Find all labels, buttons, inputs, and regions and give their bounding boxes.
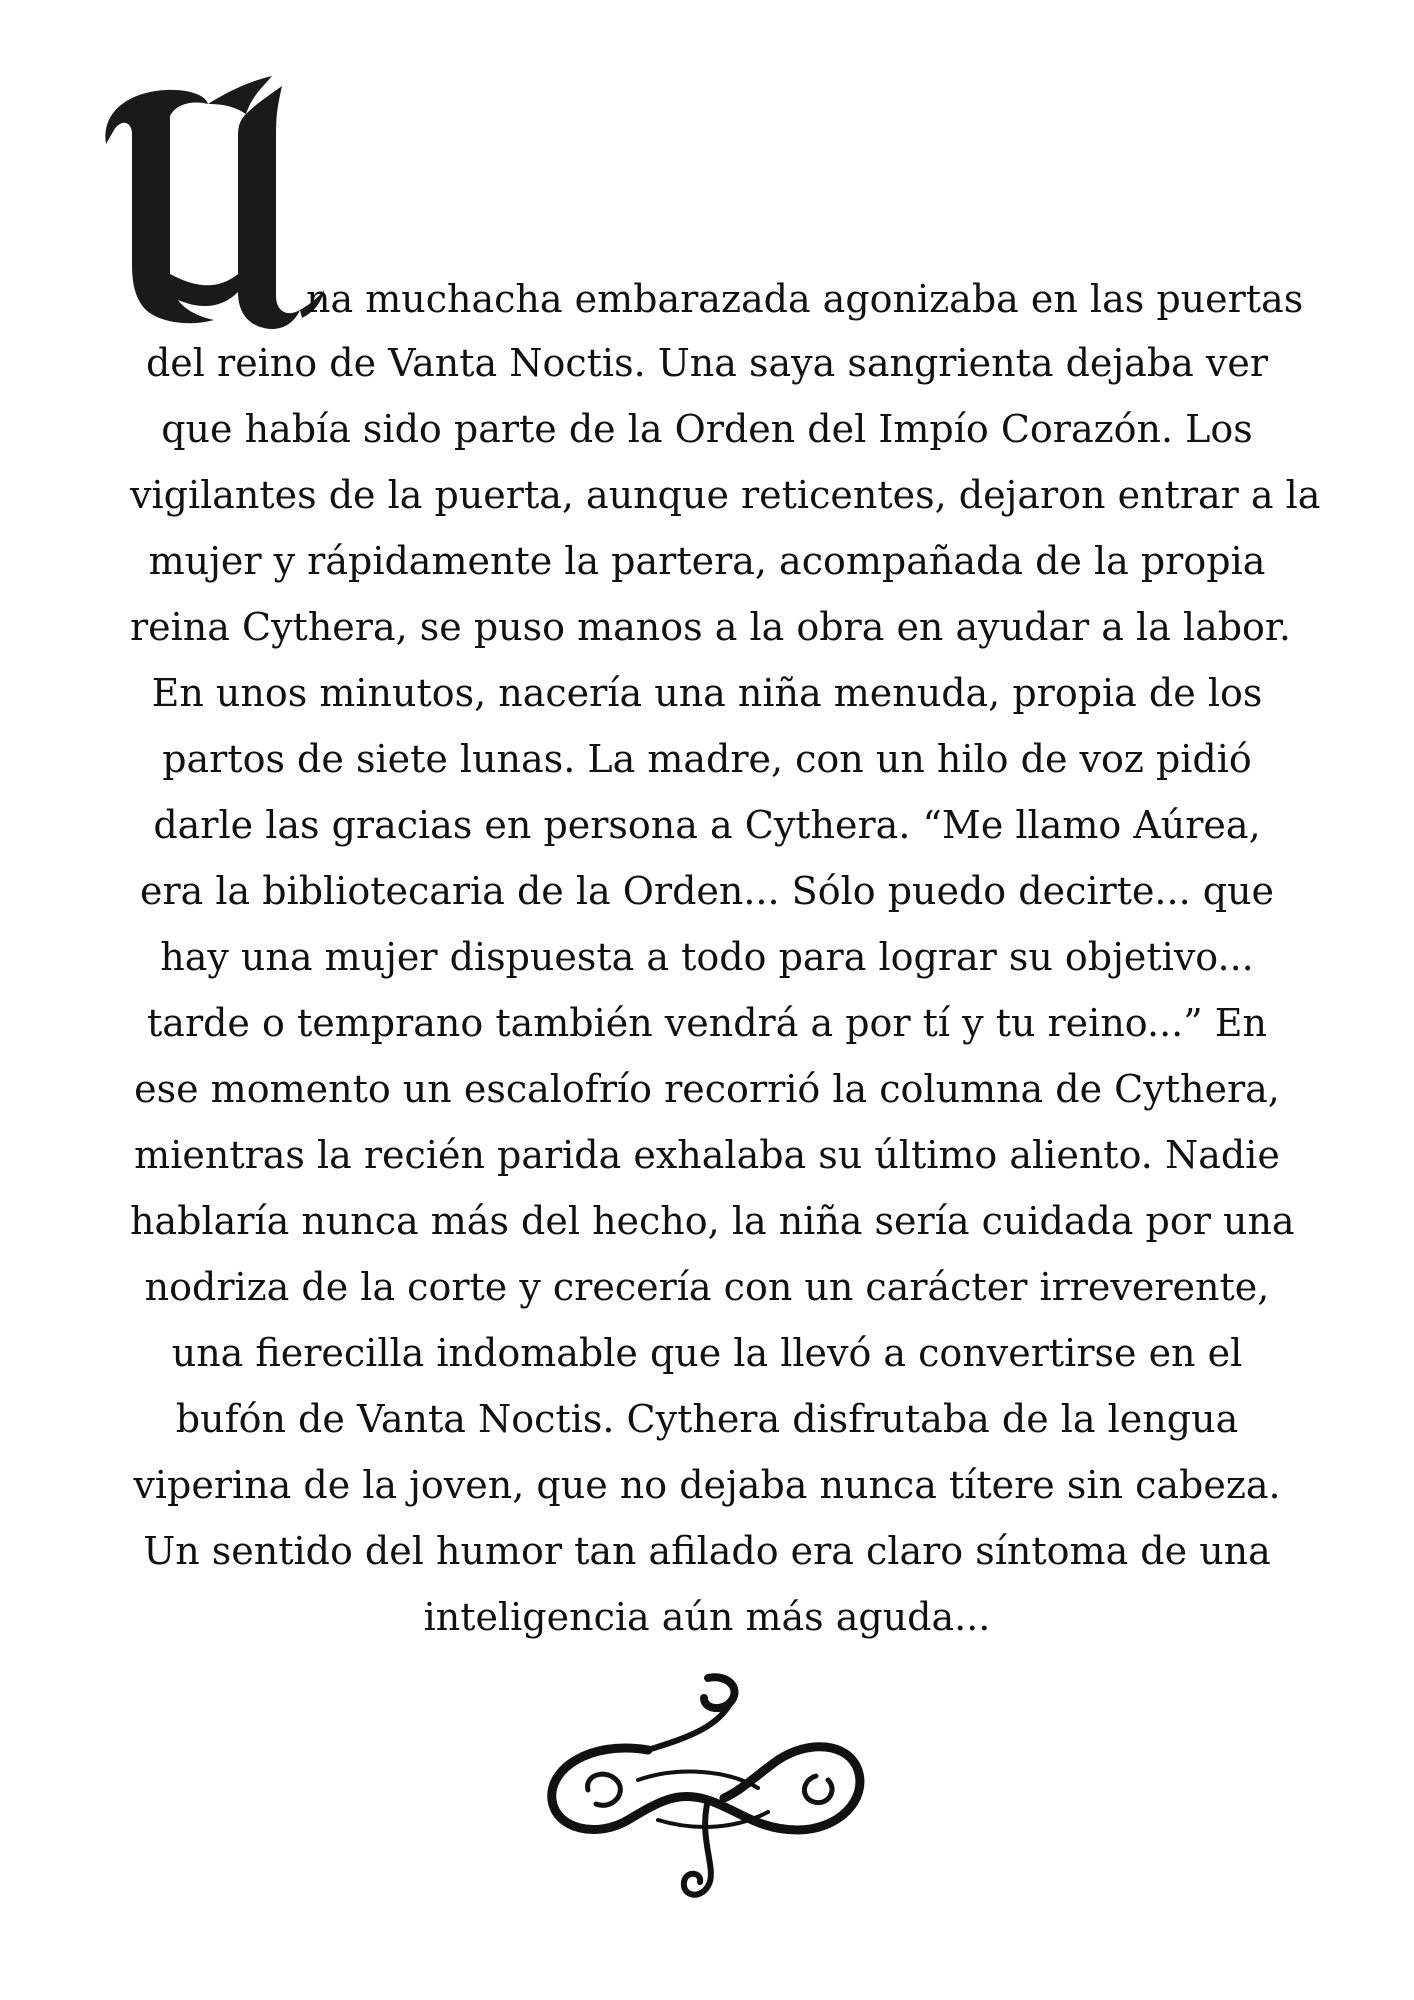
text-line-13: ese momento un escalofrío recorrió la columna de Cythera, (134, 1067, 1280, 1111)
flourish-ornament-icon (528, 1670, 888, 1910)
text-line-16: nodriza de la corte y crecería con un carácter irreverente, (144, 1265, 1270, 1309)
text-line-4: vigilantes de la puerta, aunque reticentes, dejaron entrar a la (130, 473, 1321, 517)
text-line-10: era la bibliotecaria de la Orden... Sólo puedo decirte... que (139, 869, 1275, 913)
text-line-12: tarde o temprano también vendrá a por tí y tu reino...” En (147, 1001, 1267, 1045)
text-line-8: partos de siete lunas. La madre, con un hilo de voz pidió (162, 737, 1252, 781)
text-line-20: Un sentido del humor tan afilado era claro síntoma de una (143, 1529, 1271, 1573)
text-line-7: En unos minutos, nacería una niña menuda, propia de los (151, 671, 1263, 715)
text-line-3: que había sido parte de la Orden del Impío Corazón. Los (161, 407, 1253, 451)
text-line-19: viperina de la joven, que no dejaba nunca títere sin cabeza. (133, 1463, 1281, 1507)
drop-cap-u (96, 74, 326, 334)
text-line-15: hablaría nunca más del hecho, la niña sería cuidada por una (130, 1199, 1295, 1243)
text-line-9: darle las gracias en persona a Cythera. “Me llamo Aúrea, (153, 803, 1261, 847)
text-line-11: hay una mujer dispuesta a todo para lograr su objetivo... (160, 935, 1254, 979)
text-line-17: una fierecilla indomable que la llevó a convertirse en el (171, 1331, 1243, 1375)
text-line-2: del reino de Vanta Noctis. Una saya sangrienta dejaba ver (145, 341, 1269, 385)
text-line-21: inteligencia aún más aguda... (423, 1595, 991, 1639)
text-line-6: reina Cythera, se puso manos a la obra en ayudar a la labor. (130, 605, 1292, 649)
text-line-14: mientras la recién parida exhalaba su último aliento. Nadie (134, 1133, 1280, 1177)
text-line-1: na muchacha embarazada agonizaba en las puertas (306, 277, 1304, 321)
text-line-18: bufón de Vanta Noctis. Cythera disfrutaba de la lengua (175, 1397, 1239, 1441)
text-line-5: mujer y rápidamente la partera, acompañada de la propia (148, 539, 1266, 583)
